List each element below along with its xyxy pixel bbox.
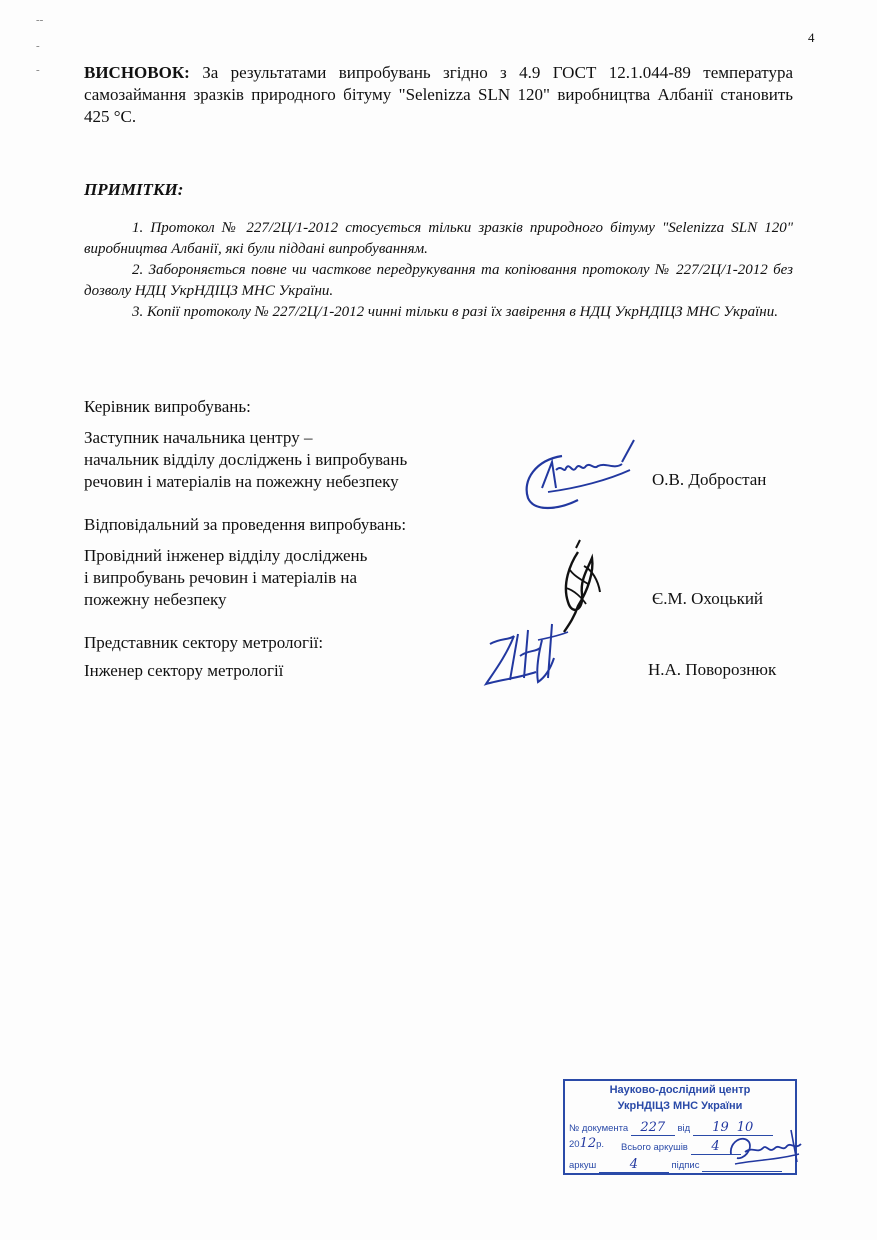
conclusion-paragraph [84, 62, 793, 128]
signature-povorozniuk-image [478, 600, 578, 690]
conclusion-text: За результатами випробувань згідно з 4.9 ГОСТ 12.1.044-89 температура самозаймання зразків природного бітуму "Selenizza SLN 120" виробництва Албанії становить 425 °С. [84, 63, 793, 126]
resp-position-line: пожежну небезпеку [84, 590, 227, 609]
conclusion-lead: ВИСНОВОК: [84, 63, 190, 82]
head-heading: Керівник випробувань: [84, 397, 251, 416]
metro-name: Н.А. Поворознюк [648, 660, 777, 679]
stamp-year-prefix: 20 [569, 1139, 580, 1150]
stamp-doc-value: 227 [640, 1120, 666, 1135]
stamp-title-line: УкрНДІЦЗ МНС України [617, 1100, 743, 1112]
stamp-total-label: Всього аркушів [621, 1142, 688, 1153]
notes-list [84, 218, 793, 323]
stamp-year-tail: р. [596, 1139, 605, 1150]
head-position-line: речовин і матеріалів на пожежну небезпеку [84, 472, 399, 491]
margin-mark: - [36, 64, 40, 76]
stamp-date-day: 19 [712, 1120, 729, 1135]
margin-mark: - [36, 40, 40, 52]
resp-position [84, 545, 367, 611]
note-item: 3. Копії протоколу № 227/2Ц/1-2012 чинні тільки в разі їх завірення в НДЦ УкрНДІЦЗ МНС України. [132, 304, 778, 320]
resp-position-line: і випробувань речовин і матеріалів на [84, 568, 358, 587]
stamp-signature-image [725, 1124, 805, 1170]
stamp-date-month: 10 [736, 1120, 754, 1135]
resp-position-line: Провідний інженер відділу досліджень [84, 546, 368, 565]
head-position-line: начальник відділу досліджень і випробувань [84, 450, 408, 469]
resp-heading: Відповідальний за проведення випробувань: [84, 515, 407, 534]
stamp-sheet-value: 4 [629, 1157, 638, 1172]
stamp-doc-label: № документа [569, 1123, 629, 1134]
metro-heading: Представник сектору метрології: [84, 633, 324, 652]
notes-heading: ПРИМІТКИ: [84, 180, 184, 199]
stamp-year-suffix: 12 [579, 1136, 597, 1151]
stamp-from-label: від [677, 1123, 691, 1134]
stamp-sheet-label: аркуш [569, 1160, 597, 1171]
stamp-title-line: Науково-дослідний центр [609, 1084, 751, 1096]
note-item: 1. Протокол № 227/2Ц/1-2012 стосується тільки зразків природного бітуму "Selenizza SLN 120" виробництва Албанії, які були піддані випробуванням. [84, 220, 793, 257]
head-name: О.В. Добростан [652, 470, 767, 489]
note-item: 2. Забороняється повне чи часткове передрукування та копіювання протоколу № 227/2Ц/1-2012 без дозволу НДЦ УкрНДІЦЗ МНС України. [84, 262, 793, 299]
margin-mark: -- [36, 14, 44, 26]
page-number: 4 [808, 30, 815, 45]
head-position [84, 427, 407, 493]
metro-position: Інженер сектору метрології [84, 661, 284, 680]
stamp-total-value: 4 [711, 1139, 720, 1154]
stamp-total-row [621, 1139, 741, 1155]
head-position-line: Заступник начальника центру – [84, 428, 313, 447]
stamp-sign-label: підпис [671, 1160, 700, 1171]
signature-dobrostan-image [518, 440, 648, 530]
resp-name: Є.М. Охоцький [652, 589, 764, 608]
